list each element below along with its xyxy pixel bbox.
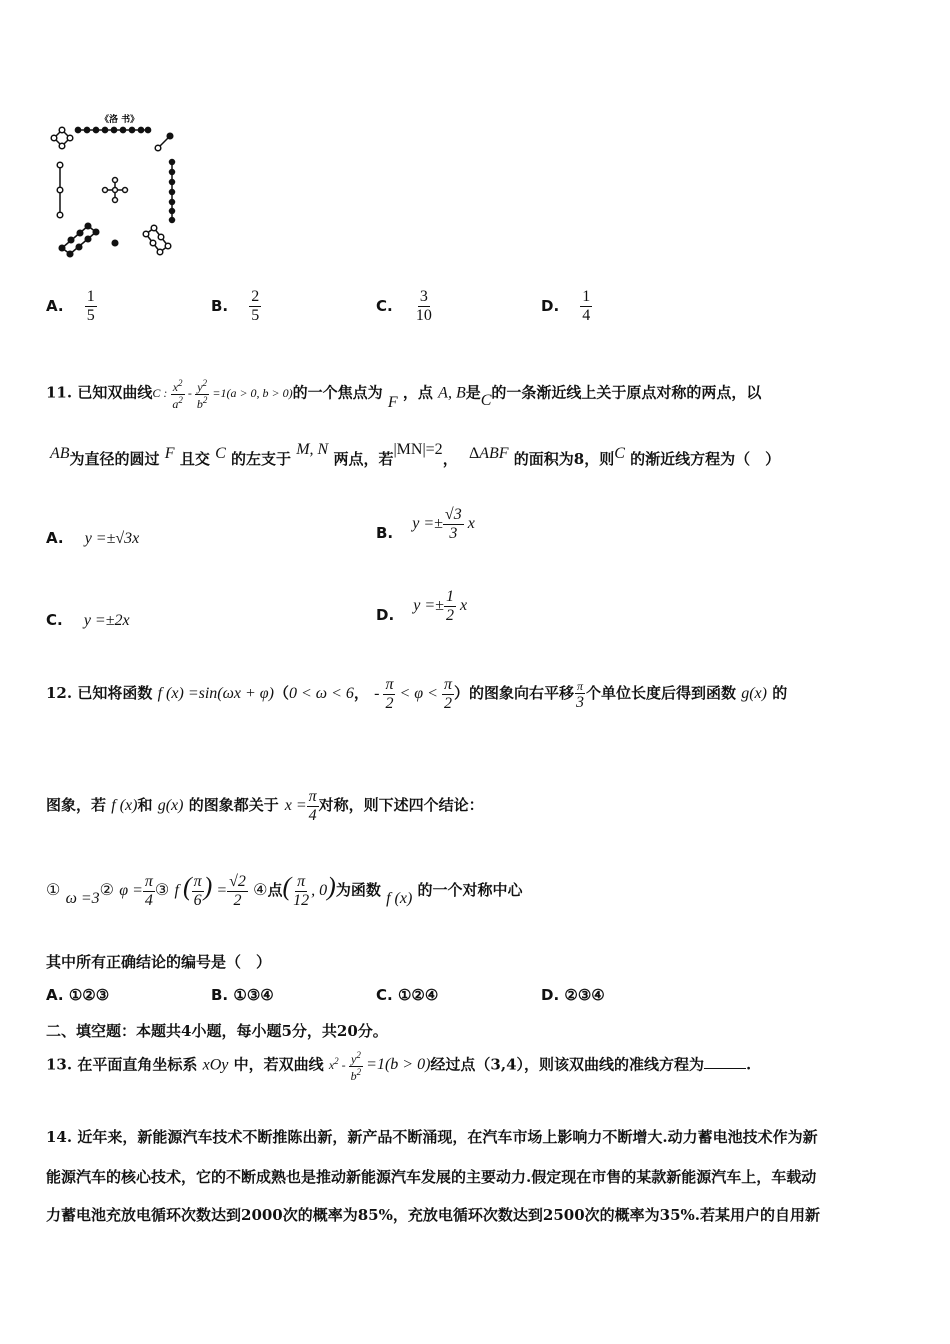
q11-text: 是 (465, 383, 481, 402)
option-label: D. (541, 297, 560, 315)
fraction-denominator: 4 (582, 307, 591, 324)
conclusion-mark: ① (46, 882, 61, 899)
q13 (46, 1050, 751, 1083)
q11-option-b[interactable] (376, 506, 475, 543)
option-label: D. (376, 606, 395, 625)
math-AB-points: A, B (438, 384, 466, 402)
q10-option-a[interactable] (46, 288, 97, 325)
q11-text: 的左支于 (230, 450, 291, 468)
q14-line-2: 能源汽车的核心技术，它的不断成熟也是推动新能源汽车发展的主要动力.假定现在市售的某款新能源汽车上，车载动 (46, 1168, 817, 1186)
option-text: ①②③ (68, 986, 110, 1004)
option-text: ②③④ (564, 986, 605, 1004)
fraction-numerator: 3 (419, 288, 428, 305)
q12-option-b[interactable] (211, 986, 274, 1004)
question-number: 14. (46, 1128, 73, 1146)
q11-text: 的一个焦点为 (292, 383, 383, 402)
math-omega-range: 0 < ω < 6 (289, 685, 354, 703)
math-f: f (x) (111, 797, 138, 815)
q12-text: （ (273, 684, 289, 703)
q12-option-c[interactable] (376, 986, 438, 1004)
math-C: C (480, 392, 492, 410)
math-f: f (x) (386, 890, 413, 907)
q12-text: ）的图象向右平移 (453, 684, 574, 703)
q11-option-d[interactable] (376, 588, 467, 625)
q13-text: . (746, 1055, 752, 1074)
math-g: g(x) (157, 797, 184, 815)
fraction-numerator: 2 (251, 288, 260, 305)
conclusion-mark: ② (99, 882, 115, 899)
q10-option-b[interactable] (211, 288, 261, 325)
q11-text: 已知双曲线 (77, 383, 153, 402)
q12-text: 对称，则下述四个结论： (318, 796, 484, 815)
math-C: C (215, 445, 226, 462)
math-xOy: xOy (202, 1056, 229, 1074)
option-label: C. (376, 986, 393, 1004)
math-AB: AB (50, 445, 70, 462)
question-number: 11. (46, 383, 73, 402)
figure-caption: 《洛 书》 (100, 115, 140, 125)
section-heading: 二、填空题：本题共4小题，每小题5分，共20分。 (46, 1022, 388, 1040)
q12-text: 已知将函数 (77, 684, 153, 703)
option-label: D. (541, 986, 560, 1004)
math-f-def: f (x) =sin(ωx + φ) (157, 685, 274, 703)
q11-line-1 (46, 378, 761, 411)
math-F: F (387, 394, 398, 412)
option-label: B. (211, 986, 229, 1004)
q12-text: 为函数 (335, 881, 381, 899)
q11-text: 且交 (179, 450, 210, 468)
math-f-value: f ( $\frac{\pi}{6}$ ) = $\frac{√2}{2}$ (174, 872, 246, 909)
option-text: ①②④ (397, 986, 439, 1004)
q11-text: ， (442, 450, 458, 468)
q13-text: 中，若双曲线 (233, 1055, 324, 1074)
question-number: 13. (46, 1055, 73, 1074)
math-point: ( $\frac{\pi}{12}$ , 0) (282, 872, 336, 909)
option-expr: y =±2x (83, 612, 130, 629)
q12-line-1 (46, 676, 787, 713)
q11-text: 的渐近线方程为（ ） (630, 450, 781, 468)
math-phi-value: φ = $\frac{\pi}{4}$ (119, 872, 153, 909)
math-hyperbola: $x^2$ - $\frac{y^2}{b^2}$ =1(b > 0) (328, 1050, 431, 1083)
fraction-denominator: 5 (251, 307, 260, 324)
option-label: B. (211, 297, 229, 315)
option-label: A. (46, 529, 64, 547)
math-F: F (164, 445, 175, 462)
math-triangle-ABF: ΔABF (468, 445, 509, 462)
math-omega-3: ω =3 (65, 890, 100, 907)
option-expr: y =±√3x (84, 530, 140, 547)
question-number: 12. (46, 684, 73, 703)
q11-option-a[interactable] (46, 528, 139, 548)
answer-blank[interactable] (704, 1054, 746, 1069)
math-MN-length: |MN|=2 (393, 441, 443, 458)
q12-option-a[interactable] (46, 986, 109, 1004)
math-C: C (614, 445, 625, 462)
hyperbola-equation: C : $\frac{x^2}{a^2}$ - $\frac{y^2}{b^2}$ =1(a > 0, b > 0) (152, 378, 293, 411)
q12-option-d[interactable] (541, 986, 605, 1004)
q11-text: 的面积为8，则 (513, 450, 615, 468)
fraction-denominator: 10 (415, 307, 432, 324)
option-text: ①③④ (233, 986, 274, 1004)
q14-line-1 (46, 1126, 818, 1147)
q12-text: 图象，若 (46, 796, 107, 815)
q13-text: 在平面直角坐标系 (77, 1055, 198, 1074)
math-g: g(x) (741, 685, 767, 703)
q11-text: ，点 (402, 383, 433, 402)
q12-text: 个单位长度后得到函数 (585, 684, 736, 703)
q12-text: 的图象都关于 (188, 796, 279, 815)
option-label: C. (376, 297, 393, 315)
math-phi-range: - $\frac{\pi}{2}$ < φ < $\frac{\pi}{2}$ (374, 676, 452, 712)
option-label: A. (46, 297, 64, 315)
fraction-numerator: 1 (86, 288, 95, 305)
q12-conclusions (46, 872, 523, 910)
q10-option-c[interactable] (376, 288, 434, 325)
option-expr: y =± $\frac{1}{2}$ x (413, 588, 468, 624)
q12-text: 的 (772, 684, 788, 703)
q13-text: 经过点（3,4），则该双曲线的准线方程为 (430, 1055, 705, 1074)
q11-text: 两点，若 (333, 450, 394, 468)
option-label: C. (46, 611, 63, 629)
q12-text: ， (353, 684, 369, 703)
q12-text: 点 (267, 881, 283, 899)
option-expr: y =± $\frac{√3}{3}$ x (412, 506, 475, 542)
conclusion-mark: ④ (253, 882, 268, 899)
option-label: A. (46, 986, 64, 1004)
q12-ask: 其中所有正确结论的编号是（ ） (46, 953, 272, 971)
math-MN: M, N (296, 441, 329, 458)
luoshu-figure (48, 110, 188, 260)
fraction-numerator: 1 (582, 288, 591, 305)
q14-text: 近年来，新能源汽车技术不断推陈出新，新产品不断涌现，在汽车市场上影响力不断增大.动力蓄电池技术作为新 (77, 1128, 818, 1146)
q11-text: 的一条渐近线上关于原点对称的两点，以 (491, 383, 762, 402)
option-label: B. (376, 524, 394, 543)
q11-option-c[interactable] (46, 610, 130, 630)
q12-line-2 (46, 788, 484, 825)
q10-option-d[interactable] (541, 288, 592, 325)
q12-text: 的一个对称中心 (417, 881, 523, 899)
q11-line-2 (50, 441, 781, 469)
q11-text: 为直径的圆过 (69, 450, 160, 468)
math-axis-x: x = $\frac{\pi}{4}$ (284, 788, 317, 824)
math-pi-over-3: $\frac{\pi}{3}$ (575, 678, 584, 711)
q14-line-3: 力蓄电池充放电循环次数达到2000次的概率为85%，充放电循环次数达到2500次的概率为35%.若某用户的自用新 (46, 1206, 820, 1224)
fraction-denominator: 5 (86, 307, 95, 324)
conclusion-mark: ③ (154, 882, 170, 899)
q12-text: 和 (137, 796, 153, 815)
